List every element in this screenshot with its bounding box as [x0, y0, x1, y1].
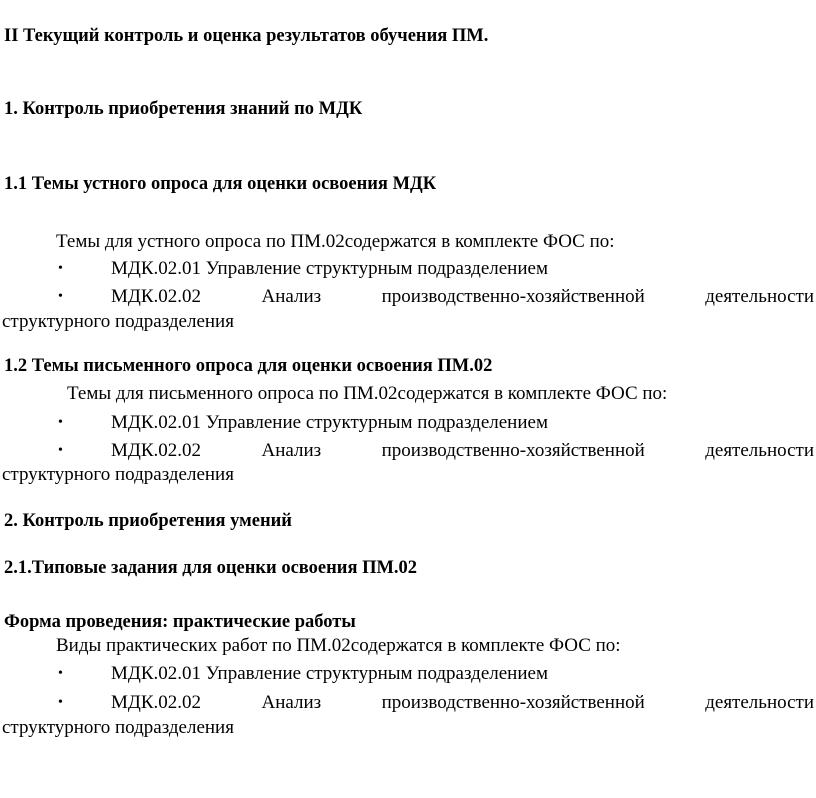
bullet-icon: • [58, 415, 63, 430]
heading-skills-control: 2. Контроль приобретения умений [4, 511, 292, 531]
bullet-icon: • [58, 695, 63, 710]
list-item [0, 440, 816, 462]
document-title: II Текущий контроль и оценка результатов обучения ПМ. [4, 26, 489, 46]
bullet-icon: • [58, 289, 63, 304]
list-item [0, 258, 816, 280]
heading-form: Форма проведения: практические работы [4, 612, 356, 632]
paragraph-written-survey-intro: Темы для письменного опроса по ПМ.02содержатся в комплекте ФОС по: [67, 383, 668, 404]
list-item-text: МДК.02.02 Анализ производственно-хозяйственной деятельности [111, 286, 814, 307]
list-item [0, 692, 816, 714]
paragraph-oral-survey-intro: Темы для устного опроса по ПМ.02содержатся в комплекте ФОС по: [56, 231, 615, 252]
list-item-text: МДК.02.01 Управление структурным подразделением [111, 258, 548, 279]
list-item-continuation: структурного подразделения [2, 464, 234, 485]
list-item-text: МДК.02.01 Управление структурным подразделением [111, 663, 548, 684]
heading-knowledge-control: 1. Контроль приобретения знаний по МДК [4, 99, 363, 119]
list-item [0, 286, 816, 308]
list-item-continuation: структурного подразделения [2, 717, 234, 738]
paragraph-practical-works-intro: Виды практических работ по ПМ.02содержатся в комплекте ФОС по: [56, 635, 621, 656]
list-item-text: МДК.02.01 Управление структурным подразделением [111, 412, 548, 433]
heading-written-survey: 1.2 Темы письменного опроса для оценки освоения ПМ.02 [4, 356, 493, 376]
heading-oral-survey: 1.1 Темы устного опроса для оценки освоения МДК [4, 174, 437, 194]
heading-typical-tasks: 2.1.Типовые задания для оценки освоения ПМ.02 [4, 558, 418, 578]
list-item-text: МДК.02.02 Анализ производственно-хозяйственной деятельности [111, 692, 814, 713]
bullet-icon: • [58, 261, 63, 276]
bullet-icon: • [58, 443, 63, 458]
list-item-continuation: структурного подразделения [2, 311, 234, 332]
bullet-icon: • [58, 666, 63, 681]
list-item-text: МДК.02.02 Анализ производственно-хозяйственной деятельности [111, 440, 814, 461]
list-item [0, 663, 816, 685]
list-item [0, 412, 816, 434]
